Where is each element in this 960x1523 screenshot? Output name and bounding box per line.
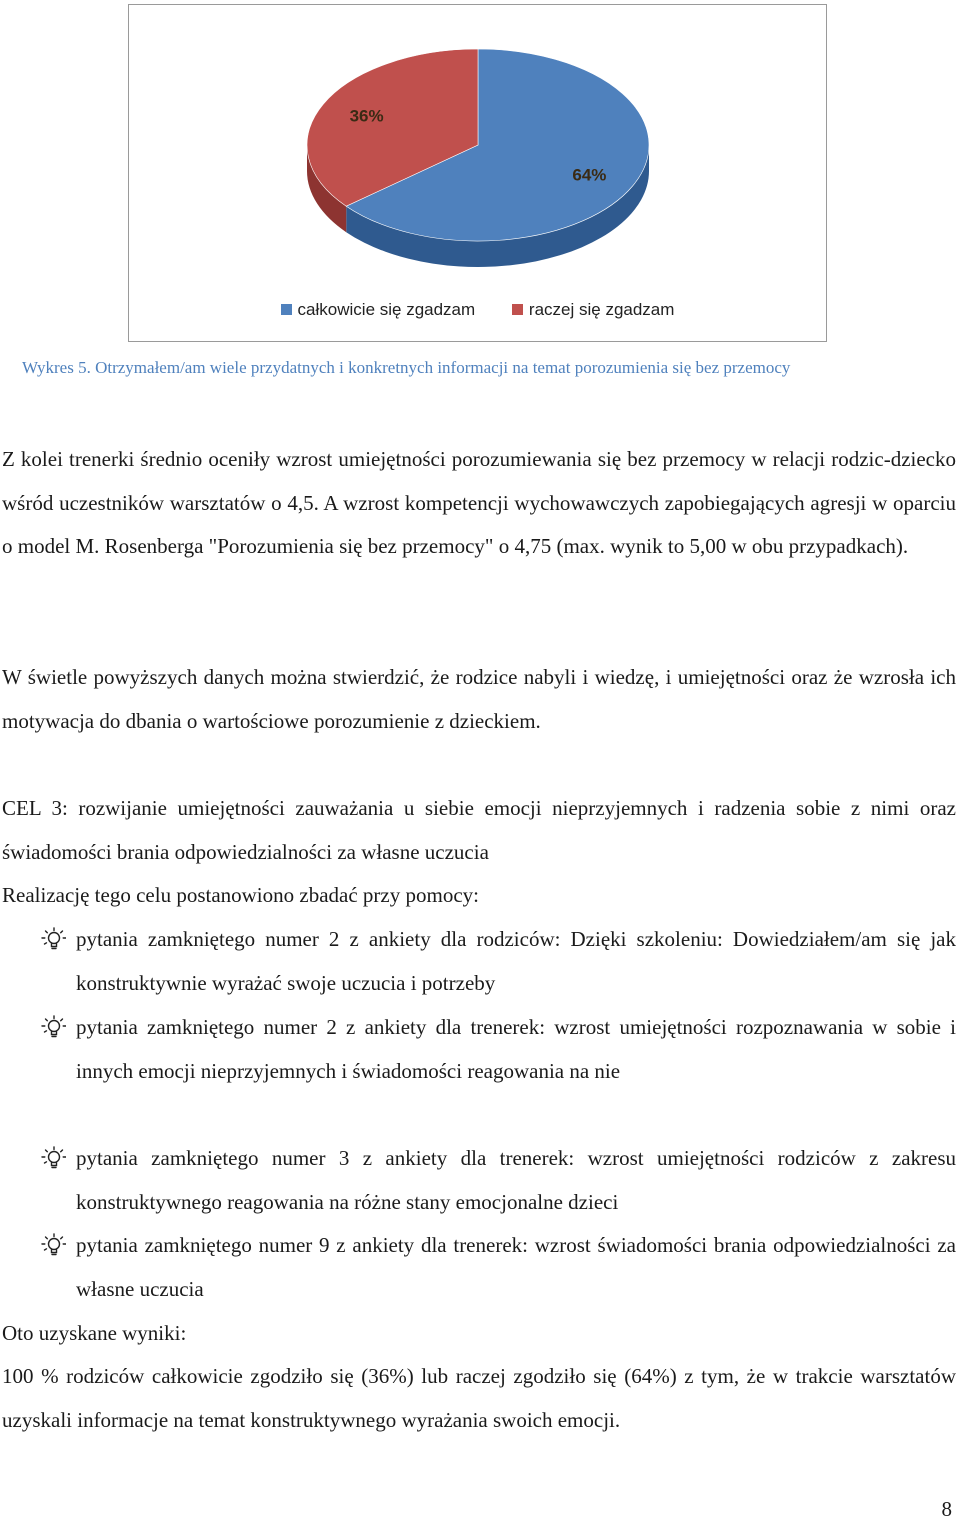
list-item-text: pytania zamkniętego numer 2 z ankiety dla trenerek: wzrost umiejętności rozpoznawania w sobie i innych emocji nieprzyjemnych i świadomości reagowania na nie: [76, 1015, 956, 1083]
legend-swatch-0: [281, 304, 292, 315]
sun-bulb-icon: [40, 1232, 66, 1258]
sun-bulb-icon: [40, 926, 66, 952]
paragraph-trainers-rating: Z kolei trenerki średnio oceniły wzrost umiejętności porozumiewania się bez przemocy w relacji rodzic-dziecko wśród uczestników warsztatów o 4,5. A wzrost kompetencji wychowawczych zapobiegających agresji w oparciu o model M. Rosenberga "Porozumienia się bez przemocy" o 4,75 (max. wynik to 5,00 w obu przypadkach).: [2, 447, 956, 559]
paragraph-conclusion: W świetle powyższych danych można stwierdzić, że rodzice nabyli i wiedzę, i umiejętności oraz że wzrosła ich motywacja do dbania o wartościowe porozumienie z dzieckiem.: [2, 665, 956, 733]
page-number: 8: [941, 1497, 952, 1521]
sun-bulb-icon: [40, 1145, 66, 1171]
legend-item-1: [512, 300, 675, 320]
chart-caption: Wykres 5. Otrzymałem/am wiele przydatnych i konkretnych informacji na temat porozumienia się bez przemocy: [22, 358, 791, 377]
pie-label-1: 36%: [349, 106, 384, 126]
sun-bulb-icon: [40, 1014, 66, 1040]
pie-label-0: 64%: [572, 165, 607, 185]
pie-chart: [129, 5, 828, 343]
legend-label-1: raczej się zgadzam: [528, 300, 675, 319]
paragraph-results-intro: Oto uzyskane wyniki:: [2, 1321, 187, 1345]
list-item-text: pytania zamkniętego numer 3 z ankiety dla trenerek: wzrost umiejętności rodziców z zakresu konstruktywnego reagowania na różne stany emocjonalne dzieci: [76, 1146, 956, 1214]
list-item-text: pytania zamkniętego numer 9 z ankiety dla trenerek: wzrost świadomości brania odpowiedzialności za własne uczucia: [76, 1233, 956, 1301]
pie-chart-box: [128, 4, 827, 342]
paragraph-method-intro: Realizację tego celu postanowiono zbadać przy pomocy:: [2, 883, 479, 907]
legend-item-0: [281, 300, 476, 320]
paragraph-results: 100 % rodziców całkowicie zgodziło się (36%) lub raczej zgodziło się (64%) z tym, że w trakcie warsztatów uzyskali informacje na temat konstruktywnego wyrażania swoich emocji.: [2, 1364, 956, 1432]
chart-legend: [129, 300, 826, 320]
list-item-text: pytania zamkniętego numer 2 z ankiety dla rodziców: Dzięki szkoleniu: Dowiedziałem/am się jak konstruktywnie wyrażać swoje uczucia i potrzeby: [76, 927, 956, 995]
paragraph-goal-3: CEL 3: rozwijanie umiejętności zauważania u siebie emocji nieprzyjemnych i radzenia sobie z nimi oraz świadomości brania odpowiedzialności za własne uczucia: [2, 796, 956, 864]
legend-label-0: całkowicie się zgadzam: [297, 300, 476, 319]
legend-swatch-1: [512, 304, 523, 315]
